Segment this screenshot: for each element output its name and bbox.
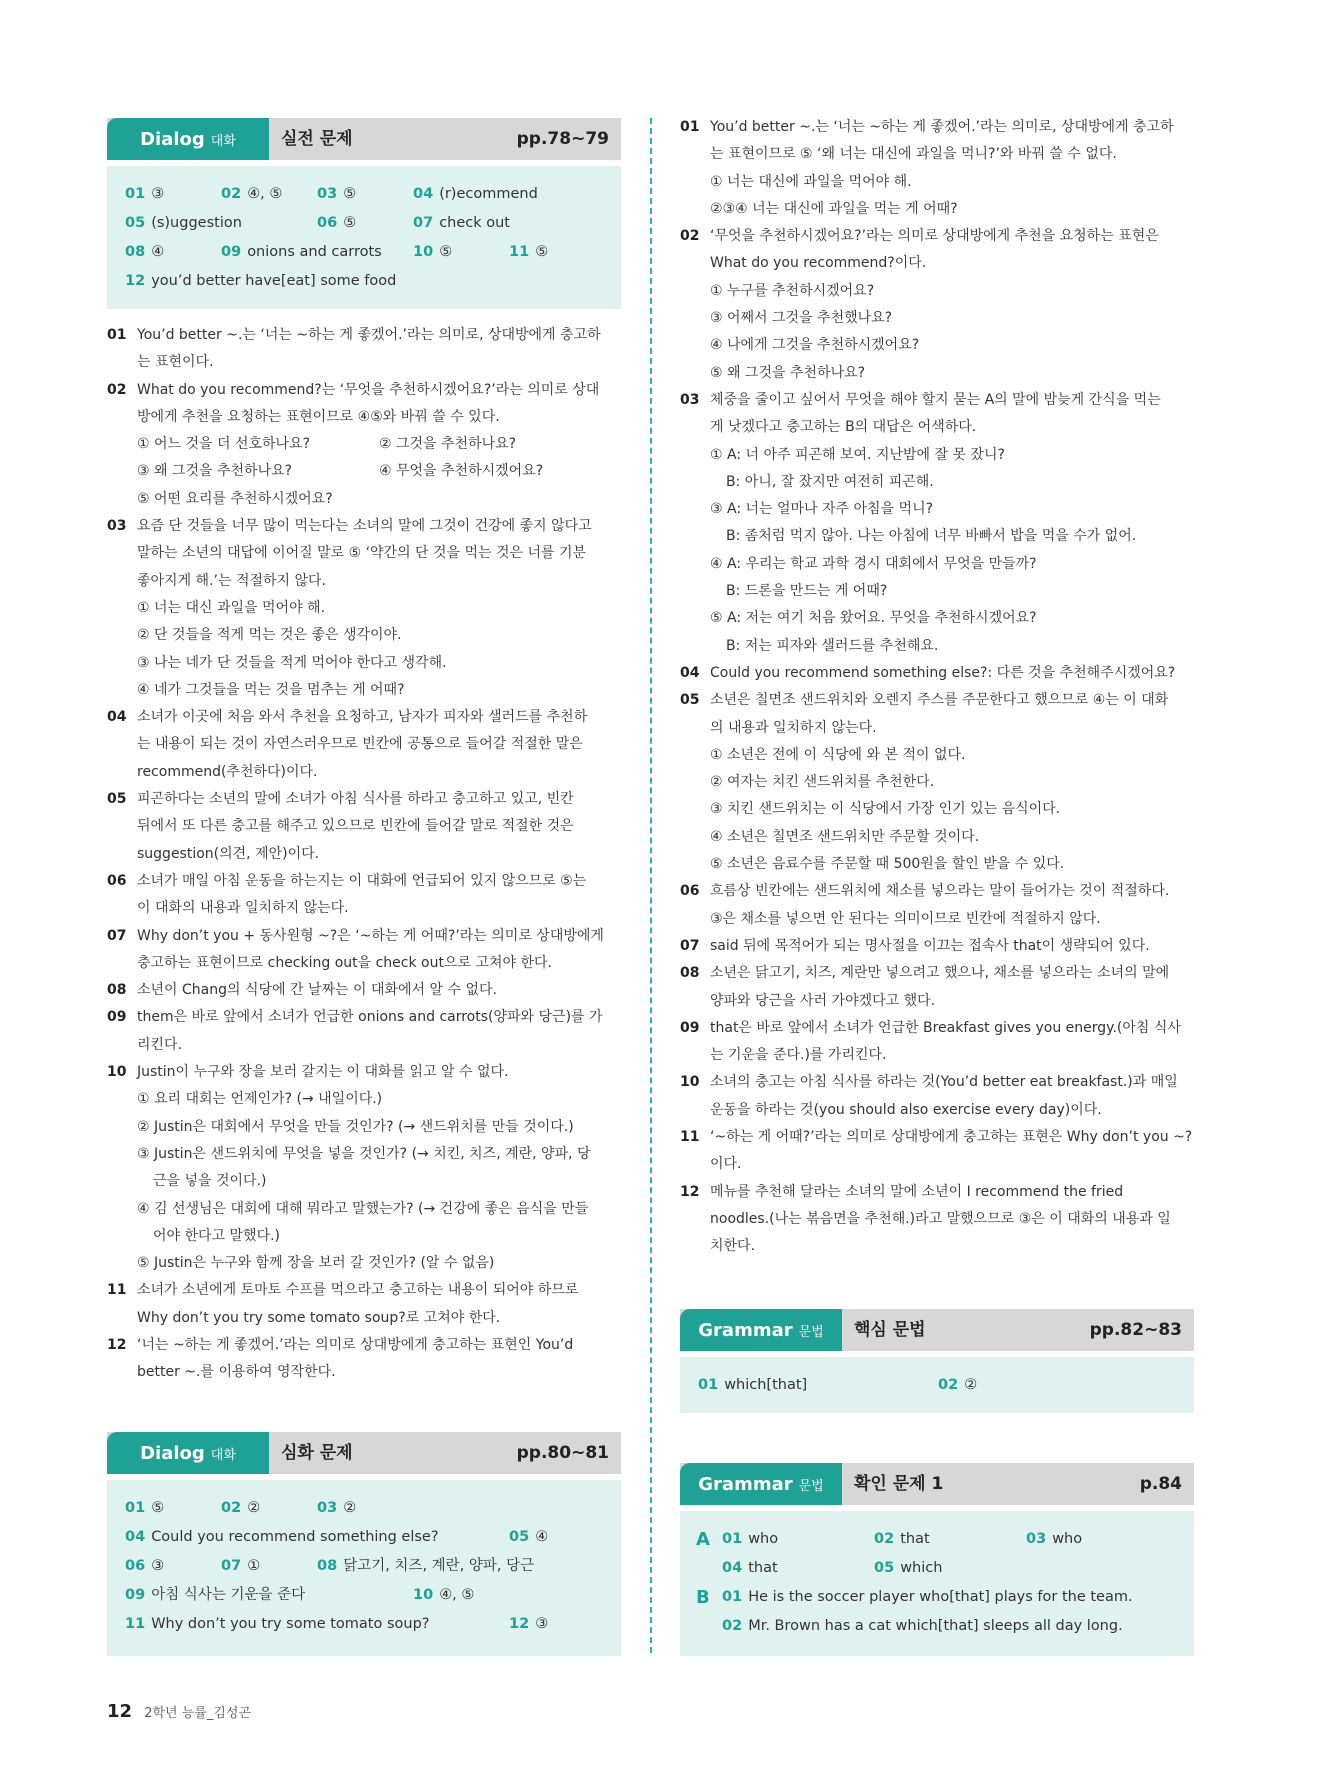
answer-item: 01 which[that] xyxy=(698,1377,808,1393)
explanation-item: 12 메뉴를 추천해 달라는 소녀의 말에 소년이 I recommend the fried noodles.(나는 볶음면을 추천해.)라고 말했으므로 ③은 이 대화의 내용과 일 치한다. xyxy=(680,1183,1171,1255)
choice-line: ① 너는 대신 과일을 먹어야 해. xyxy=(137,599,326,616)
answer-item: 02 that xyxy=(874,1531,930,1547)
tag-english: Dialog xyxy=(140,1442,205,1464)
explanation-item: 09 that은 바로 앞에서 소녀가 언급한 Breakfast gives you energy.(아침 식사 는 기운을 준다.)를 가리킨다. xyxy=(680,1019,1181,1064)
choice-line: ⑤ A: 저는 여기 처음 왔어요. 무엇을 추천하시겠어요? xyxy=(710,610,1037,627)
choice-pair: ③ 왜 그것을 추천하나요? ④ 무엇을 추천하시겠어요? xyxy=(137,463,544,480)
answer-item: 10 ④, ⑤ xyxy=(413,1587,475,1603)
answer-item: 11 Why don’t you try some tomato soup? xyxy=(125,1616,430,1632)
answer-item: 10 ⑤ xyxy=(413,244,453,260)
explanation-item: 04 Could you recommend something else?: 다른 것을 추천해주시겠어요? xyxy=(680,664,1176,681)
answer-row xyxy=(722,1612,1194,1641)
tag-korean: 대화 xyxy=(210,133,236,149)
choice-line: ⑤ 왜 그것을 추천하나요? xyxy=(710,364,866,381)
choice-line: ④ A: 우리는 학교 과학 경시 대회에서 무엇을 만들까? xyxy=(710,555,1037,572)
answer-item: 01 ⑤ xyxy=(125,1500,165,1516)
answer-item: 04 that xyxy=(722,1560,778,1576)
explanation-item: 08 소년은 닭고기, 치즈, 계란만 넣으려고 했으나, 채소를 넣으라는 소녀의 말에 양파와 당근을 사러 가야겠다고 했다. xyxy=(680,965,1170,1009)
tag-english: Grammar xyxy=(698,1319,793,1341)
explanation-item: 11 ‘~하는 게 어때?’라는 의미로 상대방에게 충고하는 표현은 Why don’t you ~? 이다. xyxy=(680,1128,1193,1173)
choice-line: ① 요리 대회는 언제인가? (→ 내일이다.) xyxy=(137,1091,383,1108)
explanation-item: 03 체중을 줄이고 싶어서 무엇을 해야 할지 묻는 A의 말에 밤늦게 간식을 먹는 게 낫겠다고 충고하는 B의 대답은 어색하다. xyxy=(680,391,1161,436)
choice-line: ④ 김 선생님은 대회에 대해 뭐라고 말했는가? (→ 건강에 좋은 음식을 만들 xyxy=(137,1200,589,1217)
answer-item: 07 check out xyxy=(413,215,510,231)
answer-box-grammar-core xyxy=(680,1357,1194,1413)
explanation-item: 02 ‘무엇을 추천하시겠어요?’라는 의미로 상대방에게 추천을 요청하는 표현은 What do you recommend?이다. xyxy=(680,228,1159,272)
answer-item: 01 He is the soccer player who[that] plays for the team. xyxy=(722,1589,1133,1605)
explanation-item: 02 What do you recommend?는 ‘무엇을 추천하시겠어요?’라는 의미로 상대 방에게 추천을 요청하는 표현이므로 ④⑤와 바꿔 쓸 수 있다. xyxy=(107,381,600,425)
tag-english: Dialog xyxy=(140,128,205,150)
explanations-left xyxy=(107,322,621,1387)
choice-line: B: 아니, 잘 잤지만 여전히 피곤해. xyxy=(726,473,934,490)
answer-item: 03 who xyxy=(1026,1531,1083,1547)
choice-line: ⑤ Justin은 누구와 함께 장을 보러 갈 것인가? (알 수 없음) xyxy=(137,1255,495,1272)
answer-item: 04 Could you recommend something else? xyxy=(125,1529,439,1545)
explanation-item: 10 소녀의 충고는 아침 식사를 하라는 것(You’d better eat breakfast.)과 매일 운동을 하라는 것(you should also exercise every day)이다. xyxy=(680,1074,1178,1118)
explanation-item: 05 피곤하다는 소년의 말에 소녀가 아침 식사를 하라고 충고하고 있고, 빈칸 뒤에서 또 다른 충고를 해주고 있으므로 빈칸에 들어갈 말로 적절한 것은 suggestion(의견, 제안)이다. xyxy=(107,791,574,862)
choice-line: ① A: 너 아주 피곤해 보여. 지난밤에 잘 못 잤니? xyxy=(710,446,1005,463)
explanation-item: 01 You’d better ~.는 ‘너는 ~하는 게 좋겠어.’라는 의미로, 상대방에게 충고하 는 표현이므로 ⑤ ‘왜 너는 대신에 과일을 먹니?’와 바꿔 쓸 수 없다. xyxy=(680,119,1174,163)
section-pages: pp.82~83 xyxy=(1089,1320,1182,1340)
choice-line: ② 단 것들을 적게 먹는 것은 좋은 생각이야. xyxy=(137,627,402,644)
answer-item: 02 Mr. Brown has a cat which[that] sleeps all day long. xyxy=(722,1618,1123,1634)
answer-item: 07 ① xyxy=(221,1558,261,1574)
choice-line: 근을 넣을 것이다.) xyxy=(153,1173,267,1190)
choice-line: B: 드론을 만드는 게 어때? xyxy=(726,583,888,600)
section-tag xyxy=(107,118,269,160)
choice-line: ④ 소년은 칠면조 샌드위치만 주문할 것이다. xyxy=(710,828,980,845)
answer-item: 01 ③ xyxy=(125,186,165,202)
answer-row xyxy=(125,180,621,209)
answer-item: 04 (r)ecommend xyxy=(413,186,538,202)
answer-box-practice xyxy=(107,166,621,309)
section-tag xyxy=(680,1309,842,1351)
answer-item: 02 ② xyxy=(938,1377,978,1393)
section-header-dialog-practice xyxy=(107,118,621,160)
answer-row xyxy=(696,1525,1194,1554)
choice-line: B: 좀처럼 먹지 않아. 나는 아침에 너무 바빠서 밥을 먹을 수가 없어. xyxy=(726,528,1137,545)
answer-item: 03 ② xyxy=(317,1500,357,1516)
page-number: 12 xyxy=(107,1701,133,1722)
section-title: 실전 문제 xyxy=(281,129,353,149)
answer-row xyxy=(698,1371,1194,1400)
answer-row xyxy=(125,209,621,238)
choice-line: ① 누구를 추천하시겠어요? xyxy=(710,282,875,299)
section-header-grammar-check xyxy=(680,1463,1194,1505)
answer-row xyxy=(125,1494,621,1523)
section-tag xyxy=(680,1463,842,1505)
column-divider xyxy=(650,118,652,1653)
answer-box-advanced xyxy=(107,1480,621,1656)
answer-item: 08 닭고기, 치즈, 계란, 양파, 당근 xyxy=(317,1558,535,1574)
explanation-item: 07 said 뒤에 목적어가 되는 명사절을 이끄는 접속사 that이 생략되어 있다. xyxy=(680,937,1150,954)
answer-item: 06 ⑤ xyxy=(317,215,357,231)
answer-item: 05 which xyxy=(874,1560,943,1576)
explanation-item: 11 소녀가 소년에게 토마토 수프를 먹으라고 충고하는 내용이 되어야 하므로 Why don’t you try some tomato soup?로 고쳐야 한다. xyxy=(107,1282,579,1326)
answer-item: 09 아침 식사는 기운을 준다 xyxy=(125,1587,306,1603)
answer-row xyxy=(722,1554,1194,1583)
section-pages: pp.80~81 xyxy=(516,1443,609,1463)
answer-item: 05 (s)uggestion xyxy=(125,215,242,231)
explanation-item: 08 소년이 Chang의 식당에 간 날짜는 이 대화에서 알 수 없다. xyxy=(107,982,497,999)
choice-line: ① 소년은 전에 이 식당에 와 본 적이 없다. xyxy=(710,746,966,763)
answer-row xyxy=(125,1610,621,1639)
choice-line: ③ 치킨 샌드위치는 이 식당에서 가장 인기 있는 음식이다. xyxy=(710,801,1061,818)
choice-line: ③ A: 너는 얼마나 자주 아침을 먹니? xyxy=(710,501,934,518)
answer-item: 02 ④, ⑤ xyxy=(221,186,283,202)
explanation-item: 06 흐름상 빈칸에는 샌드위치에 채소를 넣으라는 말이 들어가는 것이 적절하다. ③은 채소를 넣으면 안 된다는 의미이므로 빈칸에 적절하지 않다. xyxy=(680,883,1170,927)
explanation-item: 09 them은 바로 앞에서 소녀가 언급한 onions and carrots(양파와 당근)를 가 리킨다. xyxy=(107,1009,603,1053)
section-pages: pp.78~79 xyxy=(516,129,609,149)
answer-row xyxy=(125,1552,621,1581)
tag-korean: 문법 xyxy=(798,1324,824,1340)
tag-english: Grammar xyxy=(698,1473,793,1495)
explanation-item: 10 Justin이 누구와 장을 보러 갈지는 이 대화를 읽고 알 수 없다. xyxy=(107,1064,509,1081)
part-b-label: B xyxy=(696,1587,710,1608)
choice-line: ② 여자는 치킨 샌드위치를 추천한다. xyxy=(710,774,935,791)
section-title: 확인 문제 1 xyxy=(854,1474,944,1494)
choice-line: ④ 네가 그것들을 먹는 것을 멈추는 게 어때? xyxy=(137,681,405,698)
explanation-item: 03 요즘 단 것들을 너무 많이 먹는다는 소녀의 말에 그것이 건강에 좋지 않다고 말하는 소년의 대답에 이어질 말로 ⑤ ‘약간의 단 것을 먹는 것은 너를 기분 좋아지게 해.’는 적절하지 않다. xyxy=(107,518,592,589)
choice-line: ① 너는 대신에 과일을 먹어야 해. xyxy=(710,173,912,190)
choice-line: ③ 어째서 그것을 추천했나요? xyxy=(710,310,893,327)
tag-korean: 문법 xyxy=(798,1478,824,1494)
answer-row xyxy=(125,1581,621,1610)
answer-box-grammar-check xyxy=(680,1511,1194,1656)
choice-pair: ① 어느 것을 더 선호하나요? ② 그것을 추천하나요? xyxy=(137,436,517,453)
tag-korean: 대화 xyxy=(210,1447,236,1463)
answer-row xyxy=(125,238,621,267)
footer-text: 2학년 능률_김성곤 xyxy=(144,1706,252,1721)
choice-line: ④ 나에게 그것을 추천하시겠어요? xyxy=(710,337,920,354)
page-footer xyxy=(107,1701,251,1722)
explanation-item: 01 You’d better ~.는 ‘너는 ~하는 게 좋겠어.’라는 의미로, 상대방에게 충고하 는 표현이다. xyxy=(107,327,601,371)
explanation-item: 05 소년은 칠면조 샌드위치와 오렌지 주스를 주문한다고 했으므로 ④는 이 대화 의 내용과 일치하지 않는다. xyxy=(680,692,1169,736)
answer-item: 05 ④ xyxy=(509,1529,549,1545)
answer-item: 12 ③ xyxy=(509,1616,549,1632)
answer-row xyxy=(125,1523,621,1552)
section-tag xyxy=(107,1432,269,1474)
explanation-item: 06 소녀가 매일 아침 운동을 하는지는 이 대화에 언급되어 있지 않으므로 ⑤는 이 대화의 내용과 일치하지 않는다. xyxy=(107,872,587,917)
answer-item: 09 onions and carrots xyxy=(221,244,382,260)
choice-line: ⑤ 어떤 요리를 추천하시겠어요? xyxy=(137,490,333,507)
answer-item: 01 who xyxy=(722,1531,779,1547)
choice-line: ② Justin은 대회에서 무엇을 만들 것인가? (→ 샌드위치를 만들 것이다.) xyxy=(137,1118,574,1135)
explanations-right xyxy=(680,114,1194,1260)
answer-item: 08 ④ xyxy=(125,244,165,260)
choice-line: ③ 나는 네가 단 것들을 적게 먹어야 한다고 생각해. xyxy=(137,654,447,671)
section-title: 심화 문제 xyxy=(281,1443,353,1463)
choice-line: ②③④ 너는 대신에 과일을 먹는 게 어때? xyxy=(710,200,958,217)
section-title: 핵심 문법 xyxy=(854,1320,926,1340)
choice-line: ③ Justin은 샌드위치에 무엇을 넣을 것인가? (→ 치킨, 치즈, 계란, 양파, 당 xyxy=(137,1145,591,1162)
answer-item: 12 you’d better have[eat] some food xyxy=(125,273,397,289)
choice-line: ⑤ 소년은 음료수를 주문할 때 500원을 할인 받을 수 있다. xyxy=(710,856,1065,873)
explanation-item: 07 Why don’t you + 동사원형 ~?은 ‘~하는 게 어때?’라는 의미로 상대방에게 충고하는 표현이므로 checking out을 check out으로 고쳐야 한다. xyxy=(107,927,604,971)
answer-item: 06 ③ xyxy=(125,1558,165,1574)
answer-row xyxy=(696,1583,1194,1612)
answer-item: 11 ⑤ xyxy=(509,244,549,260)
explanation-item: 12 ‘너는 ~하는 게 좋겠어.’라는 의미로 상대방에게 충고하는 표현인 You’d better ~.를 이용하여 영작한다. xyxy=(107,1336,574,1381)
choice-line: B: 저는 피자와 샐러드를 추천해요. xyxy=(726,637,939,654)
part-a-label: A xyxy=(696,1529,710,1550)
section-pages: p.84 xyxy=(1139,1474,1182,1494)
answer-item: 03 ⑤ xyxy=(317,186,357,202)
section-header-dialog-advanced xyxy=(107,1432,621,1474)
section-header-grammar-core xyxy=(680,1309,1194,1351)
choice-line: 어야 한다고 말했다.) xyxy=(153,1227,281,1244)
explanation-item: 04 소녀가 이곳에 처음 와서 추천을 요청하고, 남자가 피자와 샐러드를 추천하 는 내용이 되는 것이 자연스러우므로 빈칸에 공통으로 들어갈 적절한 말은 recommend(추천하다)이다. xyxy=(107,709,588,780)
answer-row xyxy=(125,267,621,296)
answer-item: 02 ② xyxy=(221,1500,261,1516)
